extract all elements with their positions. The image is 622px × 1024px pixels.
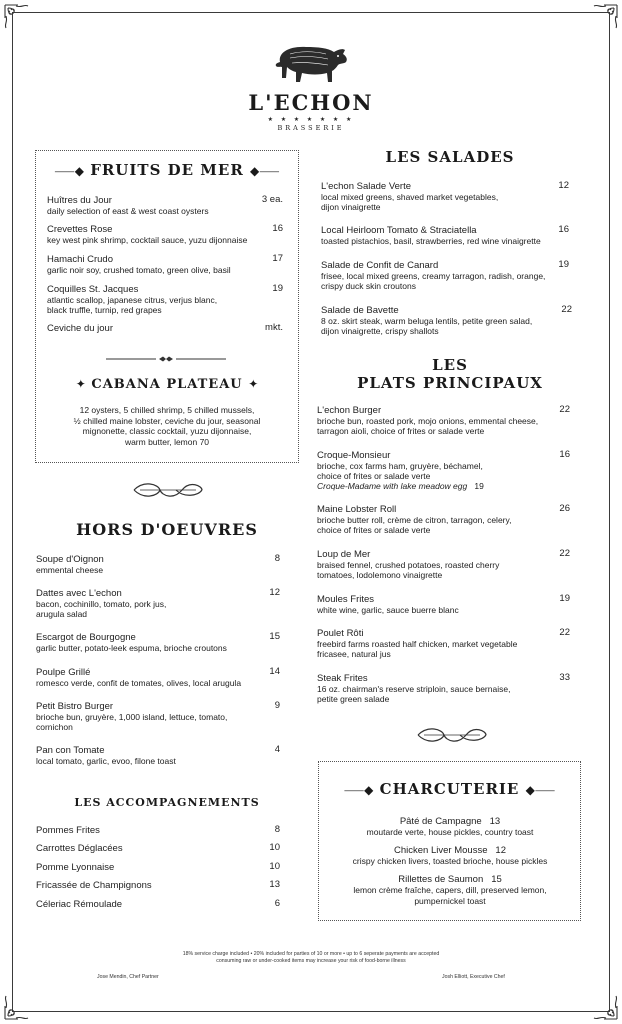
item-price: 16 [558,224,569,235]
brand-stars: ★ ★ ★ ★ ★ ★ ★ [267,117,355,123]
item-price: 10 [269,861,280,872]
ornament-icon: ⸺◆ [343,783,374,797]
item-price: 12 [558,180,569,191]
menu-item [321,260,569,291]
plats-heading-line2: PLATS PRINCIPAUX [357,374,543,392]
item-desc: local mixed greens, shaved market vegetables, dijon vinaigrette [321,192,499,212]
corner-ornament-icon [2,988,36,1022]
menu-item [36,701,280,732]
item-desc: moutarde verte, house pickles, country toast [366,827,534,837]
item-price: 22 [559,404,570,415]
menu-item [36,554,280,575]
item-price: 33 [559,672,570,683]
ornament-icon: ⸺◆ [54,164,84,178]
item-name: Pâté de Campagne 13 [399,816,501,827]
item-name: Salade de Bavette [321,305,399,316]
item-price: 16 [559,449,570,460]
menu-item [321,305,572,336]
item-name: Soupe d'Oignon [36,554,104,565]
ornament-icon: ◆⸺ [250,164,280,178]
item-desc: brioche bun, gruyère, 1,000 island, lettuce, tomato, cornichon [36,712,228,732]
item-price: 4 [274,744,280,755]
menu-item [321,181,569,212]
accompagnements-heading: LES ACCOMPAGNEMENTS [74,796,260,809]
item-name: Carrottes Déglacées [36,843,123,854]
item-price: 12 [269,587,280,598]
item-desc: crispy chicken livers, toasted brioche, house pickles [352,856,548,866]
item-desc: brioche bun, roasted pork, mojo onions, emmental cheese, tarragon aioli, choice of frites or salade verte [317,416,539,436]
item-name: Fricassée de Champignons [36,880,152,891]
item-name: Coquilles St. Jacques [47,284,139,295]
menu-item [47,323,283,334]
item-desc: white wine, garlic, sauce buerre blanc [317,605,459,615]
menu-item [325,816,575,838]
corner-ornament-icon [2,2,36,36]
charcuterie-section [318,761,581,921]
item-name: Pomme Lyonnaise [36,862,115,873]
salades-heading: LES SALADES [385,148,515,166]
brand-logo [0,38,622,132]
item-price: 8 [274,553,280,564]
menu-item [317,673,570,704]
menu-item [36,880,280,891]
item-desc: 16 oz. chairman's reserve striploin, sauce bernaise, petite green salade [317,684,511,704]
item-price: 19 [272,283,283,294]
menu-item [317,549,570,580]
item-desc: braised fennel, crushed potatoes, roasted cherry tomatoes, lodolemono vinaigrette [317,560,500,580]
cabana-plateau-heading: ✦ CABANA PLATEAU ✦ [75,377,259,392]
item-name: Pommes Frites [36,825,100,836]
item-desc: atlantic scallop, japanese citrus, verjus blanc, black truffle, turnip, red grapes [47,295,218,315]
item-price: 22 [559,627,570,638]
item-price: 14 [269,666,280,677]
menu-item [317,628,570,659]
item-name: Huîtres du Jour [47,195,112,206]
item-desc: garlic noir soy, crushed tomato, green olive, basil [47,265,231,275]
item-name: Rillettes de Saumon 15 [398,874,502,885]
corner-ornament-icon [586,988,620,1022]
menu-item [325,874,575,906]
item-name: Maine Lobster Roll [317,504,397,515]
item-name: Escargot de Bourgogne [36,632,136,643]
ornament-icon: ◆⸺ [525,783,556,797]
item-price: 19 [559,593,570,604]
food-safety-note: consuming raw or under-cooked items may increase your risk of food-borne illness [216,958,406,964]
pig-icon [270,38,352,88]
item-name: Petit Bistro Burger [36,701,114,712]
item-name: Croque-Monsieur [317,450,391,461]
item-desc: local tomato, garlic, evoo, filone toast [36,756,176,766]
plats-heading-line1: LES [432,356,468,374]
item-price: 13 [269,879,280,890]
menu-item [317,405,570,436]
menu-item [36,899,280,910]
menu-item [36,825,280,836]
item-name: Moules Frites [317,594,375,605]
item-price: 15 [269,631,280,642]
item-price: 6 [274,898,280,909]
fruits-de-mer-section [35,150,299,463]
item-name: Pan con Tomate [36,745,105,756]
item-name: Steak Frites [317,673,368,684]
menu-item [36,667,280,688]
charcuterie-heading: ⸺◆ CHARCUTERIE ◆⸺ [343,780,556,798]
item-desc: 8 oz. skirt steak, warm beluga lentils, petite green salad, dijon vinaigrette, crispy shallots [321,316,533,336]
item-name: Poulet Rôti [317,628,364,639]
menu-item [36,843,280,854]
brand-subtitle: BRASSERIE [277,124,345,132]
menu-item [47,195,283,216]
menu-item [317,450,570,491]
menu-item [47,224,283,245]
item-name: Ceviche du jour [47,323,114,334]
item-desc: toasted pistachios, basil, strawberries, red wine vinaigrette [321,236,541,246]
item-desc: garlic butter, potato-leek espuma, brioche croutons [36,643,227,653]
divider-rule [106,356,226,362]
item-price: 3 ea. [261,194,283,205]
item-name: Poulpe Grillé [36,667,91,678]
item-price: 22 [559,548,570,559]
item-price: 10 [269,842,280,853]
fruits-de-mer-heading: ⸺◆ FRUITS DE MER ◆⸺ [54,161,280,179]
item-desc: frisee, local mixed greens, creamy tarragon, radish, orange, crispy duck skin croutons [321,271,546,291]
item-price: 9 [274,700,280,711]
menu-item [317,594,570,615]
item-name: Céleriac Rémoulade [36,899,123,910]
ornament-icon: ✦ [75,377,86,391]
item-desc: emmental cheese [36,565,104,575]
cabana-description: 12 oysters, 5 chilled shrimp, 5 chilled mussels, ½ chilled maine lobster, ceviche du jour, seasonal mignonette, classic cocktail, yuzu dijonnaise, warm butter, lemon 70 [73,405,261,447]
item-desc: bacon, cochinillo, tomato, pork jus, arugula salad [36,599,167,619]
item-name: Dattes avec L'echon [36,588,122,599]
menu-item [36,588,280,619]
menu-item [36,862,280,873]
menu-item [36,632,280,653]
item-price: 26 [559,503,570,514]
footer-notice [0,951,622,965]
corner-ornament-icon [586,2,620,36]
plats-heading [314,356,586,392]
flourish-ornament-icon [414,723,490,747]
item-desc: freebird farms roasted half chicken, market vegetable fricasee, natural jus [317,639,518,659]
item-price: 22 [561,304,572,315]
menu-item [47,254,283,275]
item-price: mkt. [265,322,283,333]
item-note: Croque-Madame with lake meadow egg 19 [317,481,484,491]
ornament-icon: ✦ [248,377,259,391]
item-desc: brioche butter roll, crème de citron, tarragon, celery, choice of frites or salade verte [317,515,512,535]
chef-partner-signature: Jose Mendin, Chef Partner [97,974,159,980]
item-price: 19 [558,259,569,270]
item-name: Chicken Liver Mousse 12 [394,845,506,856]
item-name: Loup de Mer [317,549,371,560]
menu-item [36,745,280,766]
executive-chef-signature: Josh Elliott, Executive Chef [442,974,505,980]
hors-doeuvres-heading: HORS D'OEUVRES [76,520,258,539]
item-price: 16 [272,223,283,234]
brand-name: L'ECHON [248,90,374,115]
item-name: L'echon Salade Verte [321,181,412,192]
menu-item [317,504,570,535]
item-name: L'echon Burger [317,405,382,416]
menu-item [321,225,569,246]
item-desc: brioche, cox farms ham, gruyère, béchamel, choice of frites or salade verte [317,461,483,481]
item-name: Local Heirloom Tomato & Straciatella [321,225,477,236]
item-price: 17 [272,253,283,264]
item-name: Hamachi Crudo [47,254,113,265]
menu-item [47,284,283,315]
item-name: Crevettes Rose [47,224,113,235]
service-charge-note: 18% service charge included • 20% included for parties of 10 or more • up to 6 seperate payments are accepted [182,951,440,957]
item-desc: key west pink shrimp, cocktail sauce, yuzu dijonnaise [47,235,248,245]
flourish-ornament-icon [130,478,206,502]
item-desc: lemon crème fraîche, capers, dill, preserved lemon, pumpernickel toast [353,885,547,906]
item-desc: daily selection of east & west coast oysters [47,206,209,216]
item-desc: romesco verde, confit de tomates, olives, local arugula [36,678,242,688]
item-price: 8 [274,824,280,835]
item-name: Salade de Confit de Canard [321,260,439,271]
menu-item [325,845,575,867]
